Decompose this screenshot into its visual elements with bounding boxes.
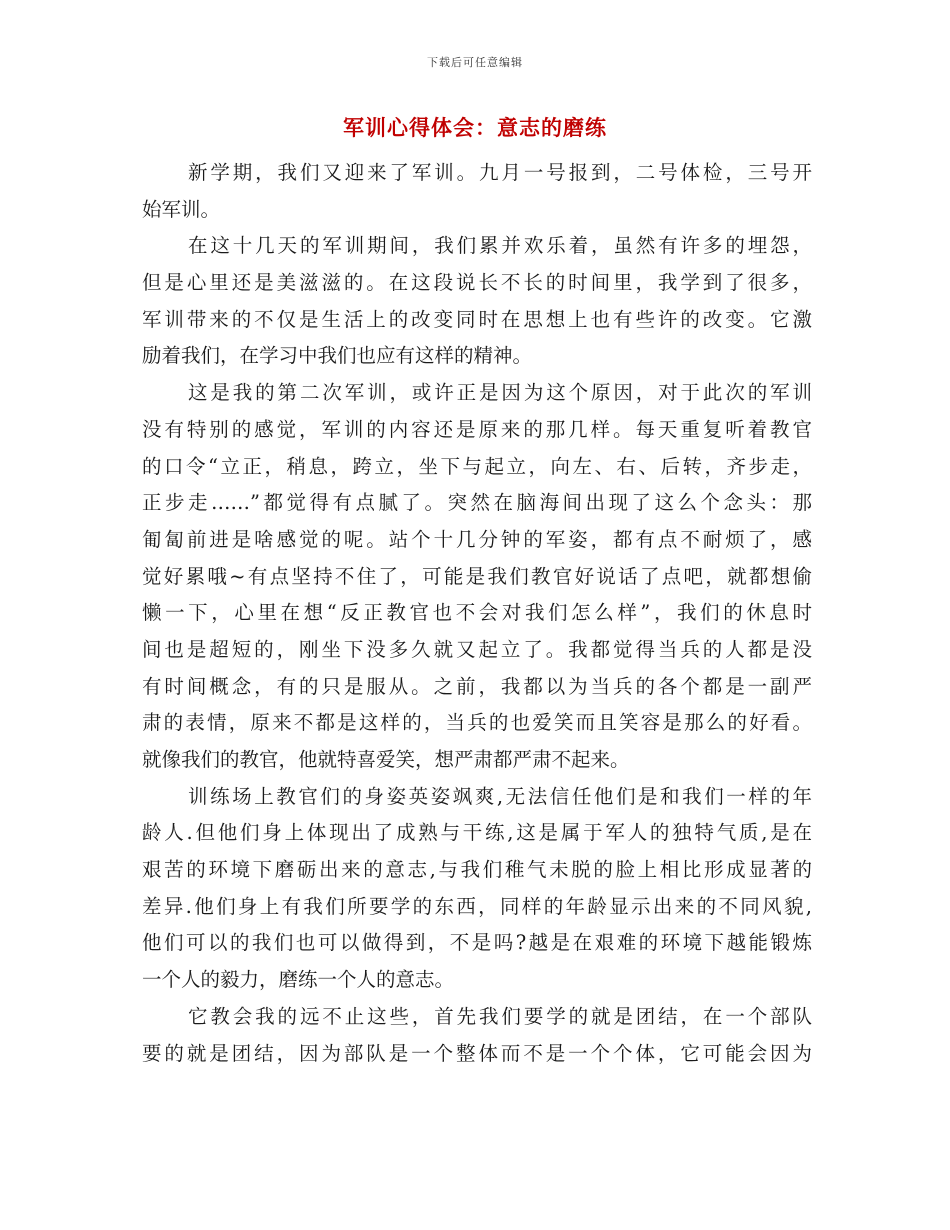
text-line: 新学期，我们又迎来了军训。九月一号报到，二号体检，三号开: [188, 161, 812, 184]
document-body: [142, 155, 812, 1072]
text-line: 就像我们的教官，他就特喜爱笑，想严肃都严肃不起来。: [142, 748, 630, 771]
header-note: 下载后可任意编辑: [427, 56, 523, 69]
text-line: 但是心里还是美滋滋的。在这段说长不长的时间里，我学到了很多，: [142, 271, 812, 295]
document-title: 军训心得体会：意志的磨练: [343, 115, 607, 140]
text-line: 肃的表情，原来不都是这样的，当兵的也爱笑而且笑容是那么的好看。: [142, 711, 812, 735]
text-line: 觉好累哦~有点坚持不住了，可能是我们教官好说话了点吧，就都想偷: [142, 564, 812, 588]
text-line: 有时间概念，有的只是服从。之前，我都以为当兵的各个都是一副严: [142, 674, 812, 698]
text-line: 一个人的毅力，磨练一个人的意志。: [142, 968, 455, 992]
text-line: 励着我们，在学习中我们也应有这样的精神。: [142, 344, 533, 368]
text-line: 匍匐前进是啥感觉的呢。站个十几分钟的军姿，都有点不耐烦了，感: [142, 527, 812, 551]
text-line: 他们可以的我们也可以做得到，不是吗?越是在艰难的环境下越能锻炼: [142, 931, 812, 955]
text-line: 差异.他们身上有我们所要学的东西，同样的年龄显示出来的不同风貌,: [142, 894, 812, 918]
text-line: 训练场上教官们的身姿英姿飒爽,无法信任他们是和我们一样的年: [188, 784, 812, 808]
text-line: 要的就是团结，因为部队是一个整体而不是一个个体，它可能会因为: [142, 1041, 812, 1065]
text-line: 的口令“立正，稍息，跨立，坐下与起立，向左、右、后转，齐步走，: [142, 454, 812, 478]
text-line: 正步走……”都觉得有点腻了。突然在脑海间出现了这么个念头：那: [142, 491, 812, 515]
text-line: 艰苦的环境下磨砺出来的意志,与我们稚气未脱的脸上相比形成显著的: [142, 858, 812, 882]
text-line: 始军训。: [142, 197, 221, 221]
text-line: 龄人.但他们身上体现出了成熟与干练,这是属于军人的独特气质,是在: [142, 821, 812, 845]
text-line: 懒一下，心里在想“反正教官也不会对我们怎么样”，我们的休息时: [142, 601, 812, 625]
text-line: 没有特别的感觉，军训的内容还是原来的那几样。每天重复听着教官: [142, 417, 812, 441]
text-line: 在这十几天的军训期间，我们累并欢乐着，虽然有许多的埋怨，: [188, 234, 812, 258]
text-line: 这是我的第二次军训，或许正是因为这个原因，对于此次的军训: [188, 381, 812, 405]
text-line: 间也是超短的，刚坐下没多久就又起立了。我都觉得当兵的人都是没: [142, 637, 812, 661]
text-line: 它教会我的远不止这些，首先我们要学的就是团结，在一个部队: [188, 1004, 812, 1028]
text-line: 军训带来的不仅是生活上的改变同时在思想上也有些许的改变。它激: [142, 307, 812, 331]
